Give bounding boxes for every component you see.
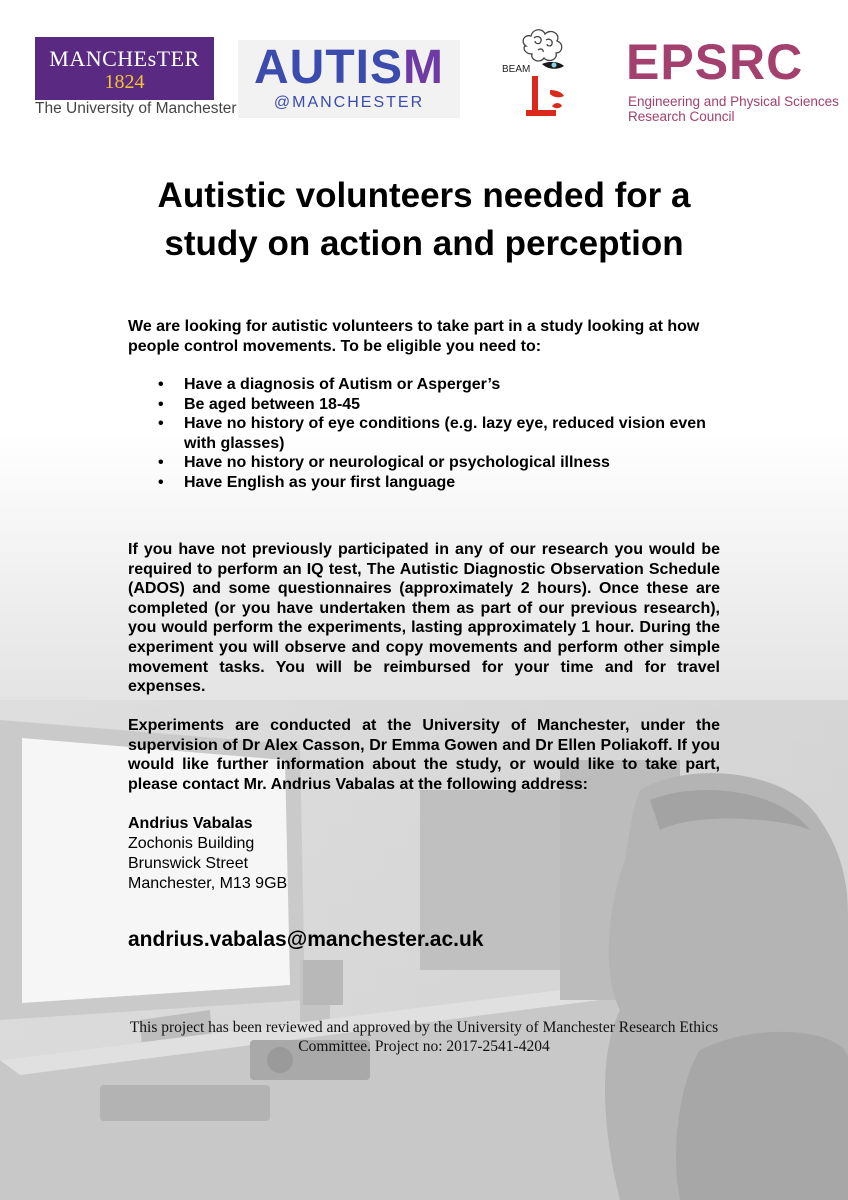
contact-address-line3: Manchester, M13 9GB (128, 875, 288, 892)
study-description-paragraph: If you have not previously participated in any of our research you would be required to perform an IQ test, The Autistic Diagnostic Observation Schedule (ADOS) and some questionnaires (approximately 2 hours). Once these are completed (or you have undertaken them as part of our previous research), you would perform the experiments, lasting approximately 1 hour. During the experiment you will observe and copy movements and perform other simple movement tasks. You will be reimbursed for your time and for travel expenses. (128, 541, 720, 696)
list-item (128, 473, 728, 493)
poster-title (0, 172, 848, 268)
ethics-note-line1: This project has been reviewed and approved by the University of Manchester Research Ethics (129, 1019, 719, 1036)
university-of-manchester-logo (22, 34, 237, 118)
bullet-icon: • (158, 395, 164, 413)
manchester-logo-subtitle: The University of Manchester (35, 100, 237, 117)
bullet-icon: • (158, 415, 164, 433)
contact-address (128, 814, 428, 894)
manchester-logo-word: MANCHEsTER (49, 46, 200, 71)
contact-email: andrius.vabalas@manchester.ac.uk (128, 928, 484, 951)
list-item-text: Have no history or neurological or psychological illness (184, 454, 610, 472)
epsrc-logo-word: EPSRC (626, 34, 804, 90)
manchester-logo-year: 1824 (104, 71, 145, 93)
ethics-note-line2: Committee. Project no: 2017-2541-4204 (298, 1038, 550, 1055)
beam-logo (496, 16, 590, 132)
poster-title-line2: study on action and perception (164, 224, 684, 263)
bullet-icon: • (158, 376, 164, 393)
contact-name: Andrius Vabalas (128, 815, 253, 832)
beam-logo-label: BEAM (502, 64, 531, 75)
bullet-icon: • (158, 454, 164, 472)
bullet-icon: • (158, 473, 164, 491)
list-item (128, 414, 728, 453)
eligibility-list (128, 375, 728, 493)
list-item-text: Be aged between 18-45 (184, 395, 361, 413)
autism-logo-word-main: AUTIS (254, 41, 403, 94)
list-item (128, 395, 728, 415)
contact-address-line2: Brunswick Street (128, 855, 249, 872)
location-paragraph: Experiments are conducted at the University of Manchester, under the supervision of Dr Alex Casson, Dr Emma Gowen and Dr Ellen Poliakoff. If you would like further information about the study, or would like to take part, please contact Mr. Andrius Vabalas at the following address: (128, 717, 720, 793)
contact-address-line1: Zochonis Building (128, 835, 255, 852)
manchester-logo-box (35, 37, 214, 100)
list-item (128, 375, 728, 395)
list-item-text: Have English as your first language (184, 473, 456, 491)
autism-at-manchester-logo (238, 40, 460, 118)
poster-title-line1: Autistic volunteers needed for a (157, 176, 691, 215)
intro-paragraph: We are looking for autistic volunteers to take part in a study looking at how people control movements. To be eligible you need to: (128, 318, 700, 355)
list-item-text: Have a diagnosis of Autism or Asperger’s (184, 376, 501, 393)
autism-logo-word-end: M (403, 41, 444, 94)
autism-logo-word (244, 40, 454, 96)
list-item (128, 453, 728, 473)
autism-logo-subtitle: @MANCHESTER (273, 94, 425, 111)
epsrc-logo-line1: Engineering and Physical Sciences (628, 94, 839, 109)
epsrc-logo (626, 34, 840, 124)
epsrc-logo-line2: Research Council (628, 109, 735, 124)
list-item-text: Have no history of eye conditions (e.g. lazy eye, reduced vision even with glasses) (184, 415, 706, 452)
ethics-note (0, 1018, 848, 1056)
